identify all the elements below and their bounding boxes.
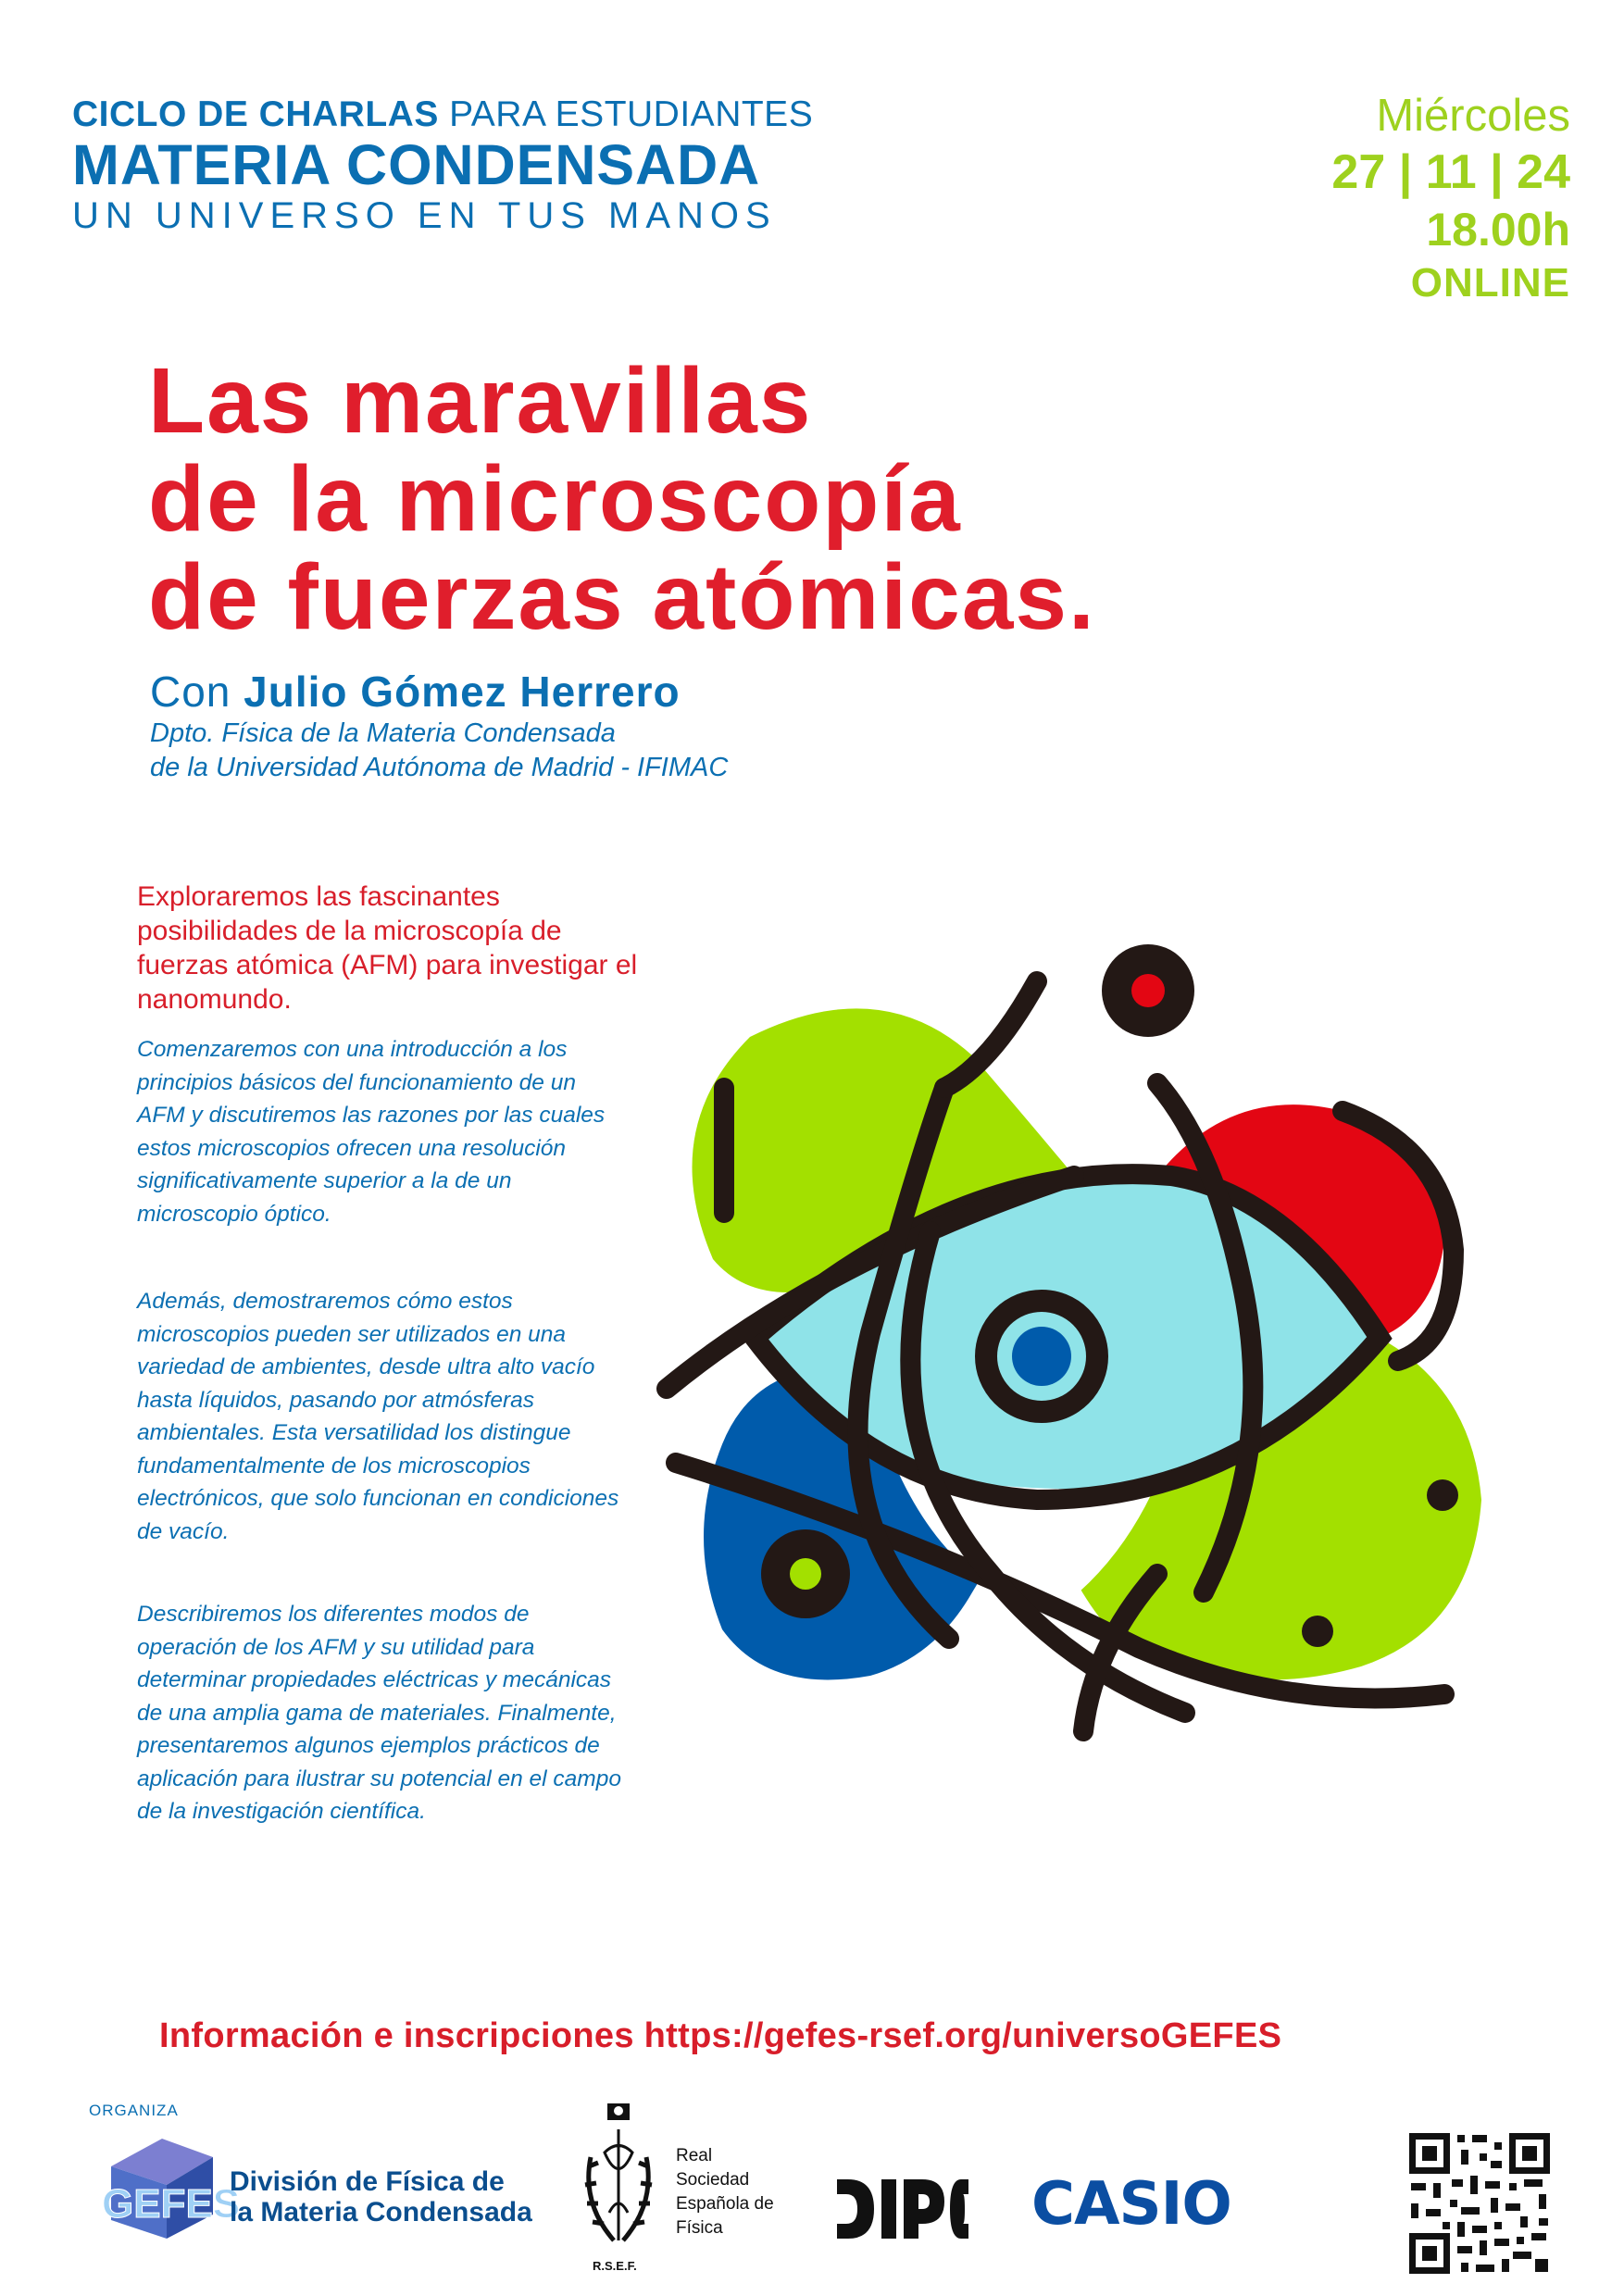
date-dmy: 27 | 11 | 24: [1331, 145, 1570, 199]
casio-logo: CASIO: [1031, 2170, 1231, 2239]
title-line2: de la microscopía: [148, 447, 962, 551]
event-mode: ONLINE: [1410, 260, 1570, 306]
rsef-line4: Física: [676, 2218, 723, 2238]
dot-bottom-right: [1302, 1616, 1333, 1647]
paragraph-2: Además, demostraremos cómo estos microscopios pueden ser utilizados en una variedad de ambientes, desde ultra alto vacío hasta líquidos, pasando por atmósferas ambientales. Esta versatilidad los distingue fundamentalmente de los microscopios electrónicos, que solo funcionan en condiciones de vacío.: [137, 1289, 619, 1544]
rsef-line1: Real: [676, 2146, 713, 2165]
registration-info: Información e inscripciones https://gefes-rsef.org/universoGEFES: [159, 2016, 1282, 2055]
electron-top-core: [1131, 974, 1165, 1007]
speaker-name: Con Julio Gómez Herrero: [150, 668, 681, 716]
gefes-logo-text: GEFES: [102, 2181, 241, 2227]
series-header: [72, 94, 813, 237]
electron-left-core: [790, 1558, 821, 1590]
rsef-abbr: R.S.E.F.: [593, 2259, 637, 2273]
gefes-logo: [93, 2129, 241, 2240]
division-line1: División de Física de: [230, 2166, 505, 2197]
rsef-line3: Española de: [676, 2194, 774, 2214]
speaker-affiliation-1: Dpto. Física de la Materia Condensada: [150, 718, 616, 748]
paragraph-1: Comenzaremos con una introducción a los principios básicos del funcionamiento de un AFM y discutiremos las razones por las cuales estos microscopios ofrecen una resolución significativamente superior a la de un microscopio óptico.: [137, 1037, 606, 1227]
title-line3: de fuerzas atómicas.: [148, 545, 1096, 649]
speaker-affiliation-2: de la Universidad Autónoma de Madrid - IFIMAC: [150, 753, 729, 782]
intro-text: Exploraremos las fascinantes posibilidades de la microscopía de fuerzas atómica (AFM) para investigar el nanomundo.: [137, 881, 638, 1015]
orbit-9: [944, 981, 1037, 1088]
rsef-emblem: [572, 2102, 665, 2259]
atom-illustration: [639, 926, 1500, 1787]
paragraph-3: Describiremos los diferentes modos de operación de los AFM y su utilidad para determinar propiedades eléctricas y mecánicas de una amplia gama de materiales. Finalmente, presentaremos algunos ejemplos prácticos de aplicación para ilustrar su potencial en el campo de la investigación científica.: [137, 1602, 621, 1824]
rsef-line2: Sociedad: [676, 2170, 750, 2190]
talk-title: [148, 349, 1463, 649]
nucleus-core: [1012, 1327, 1071, 1386]
series-line1: CICLO DE CHARLAS PARA ESTUDIANTES: [72, 94, 814, 134]
organiza-label: ORGANIZA: [89, 2102, 179, 2119]
weekday: Miércoles: [1376, 91, 1570, 141]
title-line1: Las maravillas: [148, 349, 813, 453]
event-time: 18.00h: [1426, 204, 1570, 256]
rsef-name: [676, 2144, 774, 2240]
division-line2: la Materia Condensada: [230, 2197, 532, 2227]
event-date: [1237, 89, 1570, 309]
series-line2: MATERIA CONDENSADA: [72, 133, 761, 196]
speaker-block: [150, 667, 728, 785]
dot-right: [1427, 1479, 1458, 1511]
division-name: [230, 2166, 532, 2227]
qr-code[interactable]: [1405, 2129, 1554, 2277]
dipc-logo: [833, 2172, 972, 2246]
registration-link[interactable]: https://gefes-rsef.org/universoGEFES: [643, 2016, 1282, 2055]
series-line3: UN UNIVERSO EN TUS MANOS: [72, 195, 777, 236]
